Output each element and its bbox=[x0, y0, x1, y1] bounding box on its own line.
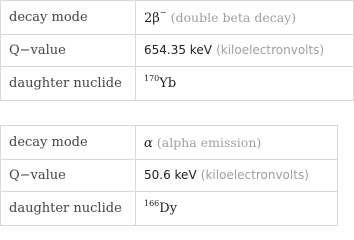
q-value-value bbox=[136, 160, 338, 192]
decay-mode-symbol: α bbox=[144, 135, 153, 151]
decay-mode-note: (double beta decay) bbox=[170, 9, 297, 25]
daughter-nuclide-label: daughter nuclide bbox=[1, 192, 136, 226]
q-value-quantity: 654.35 keV bbox=[144, 43, 212, 57]
q-value-quantity: 50.6 keV bbox=[144, 168, 197, 182]
q-value-value bbox=[136, 35, 354, 67]
decay-mode-value bbox=[136, 1, 354, 35]
mass-number: 166 bbox=[144, 198, 160, 208]
table-row bbox=[1, 1, 354, 35]
decay-mode-symbol: 2β− bbox=[144, 8, 167, 26]
q-value-label: Q−value bbox=[1, 35, 136, 67]
decay-mode-label: decay mode bbox=[1, 126, 136, 160]
element-symbol: Yb bbox=[159, 76, 177, 91]
table-row bbox=[1, 35, 354, 67]
decay-mode-note: (alpha emission) bbox=[156, 134, 262, 150]
table-row bbox=[1, 192, 338, 226]
table-row bbox=[1, 160, 338, 192]
daughter-nuclide-value bbox=[136, 192, 338, 226]
q-value-unit-note: (kiloelectronvolts) bbox=[216, 43, 325, 57]
decay-mode-value bbox=[136, 126, 338, 160]
table-row bbox=[1, 126, 338, 160]
decay-table-2 bbox=[0, 125, 338, 226]
mass-number: 170 bbox=[144, 73, 160, 83]
table-row bbox=[1, 67, 354, 101]
q-value-unit-note: (kiloelectronvolts) bbox=[200, 168, 309, 182]
decay-mode-label: decay mode bbox=[1, 1, 136, 35]
daughter-nuclide-value bbox=[136, 67, 354, 101]
decay-table-1 bbox=[0, 0, 354, 101]
element-symbol: Dy bbox=[159, 201, 178, 216]
q-value-label: Q−value bbox=[1, 160, 136, 192]
daughter-nuclide-label: daughter nuclide bbox=[1, 67, 136, 101]
